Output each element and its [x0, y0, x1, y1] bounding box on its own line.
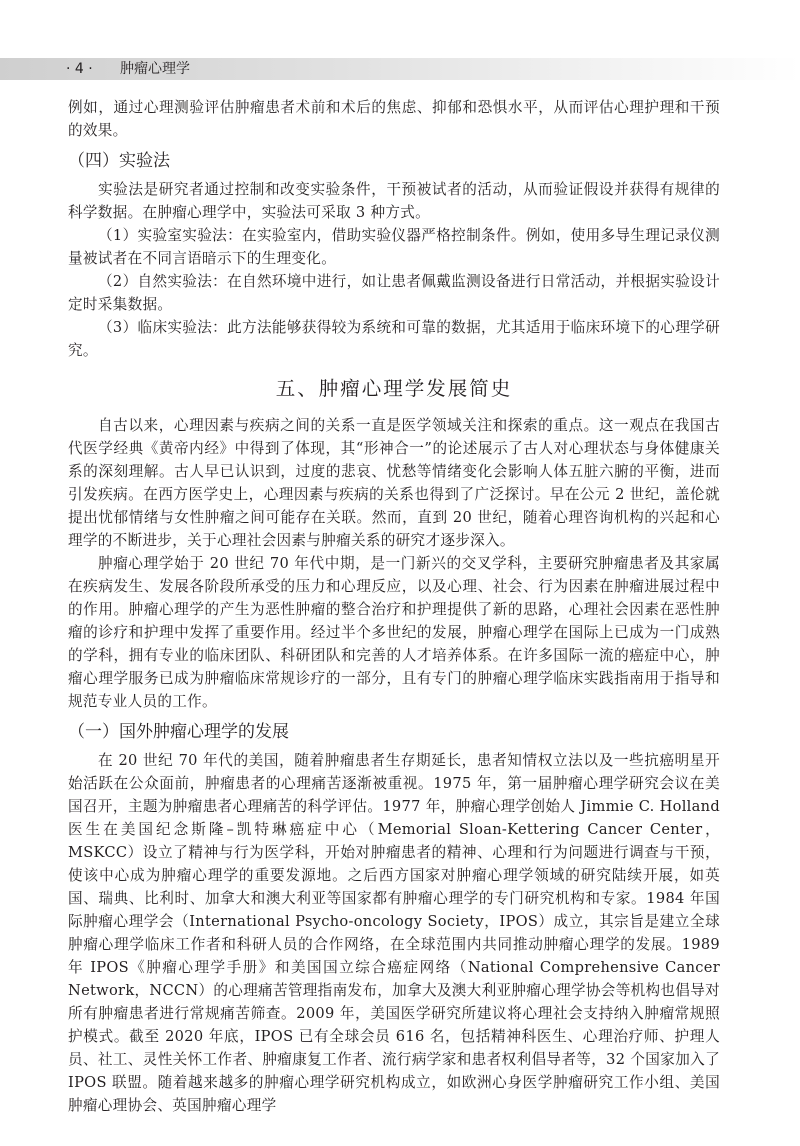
- paragraph-experimental-4: （3）临床实验法：此方法能够获得较为系统和可靠的数据，尤其适用于临床环境下的心理学研究。: [68, 319, 720, 359]
- section-title-foreign-development: （一）国外肿瘤心理学的发展: [68, 722, 289, 742]
- chapter-title-history: 五、肿瘤心理学发展简史: [275, 377, 513, 400]
- paragraph-experimental-2: （1）实验室实验法：在实验室内，借助实验仪器严格控制条件。例如，使用多导生理记录仪测量被试者在不同言语暗示下的生理变化。: [68, 227, 720, 267]
- page-number: · 4 ·: [66, 61, 93, 77]
- paragraph-experimental-1: 实验法是研究者通过控制和改变实验条件，干预被试者的活动，从而验证假设并获得有规律的科学数据。在肿瘤心理学中，实验法可采取 3 种方式。: [68, 181, 720, 221]
- paragraph-history-1: 自古以来，心理因素与疾病之间的关系一直是医学领域关注和探索的重点。这一观点在我国古代医学经典《黄帝内经》中得到了体现，其“形神合一”的论述展示了古人对心理状态与身体健康关系的深刻理解。古人早已认识到，过度的悲哀、忧愁等情绪变化会影响人体五脏六腑的平衡，进而引发疾病。在西方医学史上，心理因素与疾病的关系也得到了广泛探讨。早在公元 2 世纪，盖伦就提出忧郁情绪与女性肿瘤之间可能存在关联。然而，直到 20 世纪，随着心理咨询机构的兴起和心理学的不断进步，关于心理社会因素与肿瘤关系的研究才逐步深入。: [68, 417, 720, 549]
- running-title: 肿瘤心理学: [120, 61, 190, 77]
- paragraph-foreign-development: 在 20 世纪 70 年代的美国，随着肿瘤患者生存期延长，患者知情权立法以及一些抗癌明星开始活跃在公众面前，肿瘤患者的心理痛苦逐渐被重视。1975 年，第一届肿瘤心理学研究会议在美国召开，主题为肿瘤患者心理痛苦的科学评估。1977 年，肿瘤心理学创始人 Jimmie C. Holland 医生在美国纪念斯隆–凯特琳癌症中心（Memorial Sloan-Kettering Cancer Center，MSKCC）设立了精神与行为医学科，开始对肿瘤患者的精神、心理和行为问题进行调查与干预，使该中心成为肿瘤心理学的重要发源地。之后西方国家对肿瘤心理学领域的研究陆续开展，如英国、瑞典、比利时、加拿大和澳大利亚等国家都有肿瘤心理学的专门研究机构和专家。1984 年国际肿瘤心理学会（International Psycho-oncology Society，IPOS）成立，其宗旨是建立全球肿瘤心理学临床工作者和科研人员的合作网络，在全球范围内共同推动肿瘤心理学的发展。1989 年 IPOS《肿瘤心理学手册》和美国国立综合癌症网络（National Comprehensive Cancer Network，NCCN）的心理痛苦管理指南发布，加拿大及澳大利亚肿瘤心理学协会等机构也倡导对所有肿瘤患者进行常规痛苦筛查。2009 年，美国医学研究所建议将心理社会支持纳入肿瘤常规照护模式。截至 2020 年底，IPOS 已有全球会员 616 名，包括精神科医生、心理治疗师、护理人员、社工、灵性关怀工作者、肿瘤康复工作者、流行病学家和患者权利倡导者等，32 个国家加入了 IPOS 联盟。随着越来越多的肿瘤心理学研究机构成立，如欧洲心身医学肿瘤研究工作小组、美国肿瘤心理协会、英国肿瘤心理学: [68, 752, 720, 1114]
- paragraph-history-2: 肿瘤心理学始于 20 世纪 70 年代中期，是一门新兴的交叉学科，主要研究肿瘤患者及其家属在疾病发生、发展各阶段所承受的压力和心理反应，以及心理、社会、行为因素在肿瘤进展过程中的作用。肿瘤心理学的产生为恶性肿瘤的整合治疗和护理提供了新的思路，心理社会因素在恶性肿瘤的诊疗和护理中发挥了重要作用。经过半个多世纪的发展，肿瘤心理学在国际上已成为一门成熟的学科，拥有专业的临床团队、科研团队和完善的人才培养体系。在许多国际一流的癌症中心，肿瘤心理学服务已成为肿瘤临床常规诊疗的一部分，且有专门的肿瘤心理学临床实践指南用于指导和规范专业人员的工作。: [68, 555, 720, 710]
- page-body: [68, 96, 720, 1117]
- paragraph-experimental-3: （2）自然实验法：在自然环境中进行，如让患者佩戴监测设备进行日常活动，并根据实验设计定时采集数据。: [68, 273, 720, 313]
- paragraph-intro: 例如，通过心理测验评估肿瘤患者术前和术后的焦虑、抑郁和恐惧水平，从而评估心理护理和干预的效果。: [68, 99, 720, 139]
- section-title-experimental-method: （四）实验法: [68, 151, 170, 171]
